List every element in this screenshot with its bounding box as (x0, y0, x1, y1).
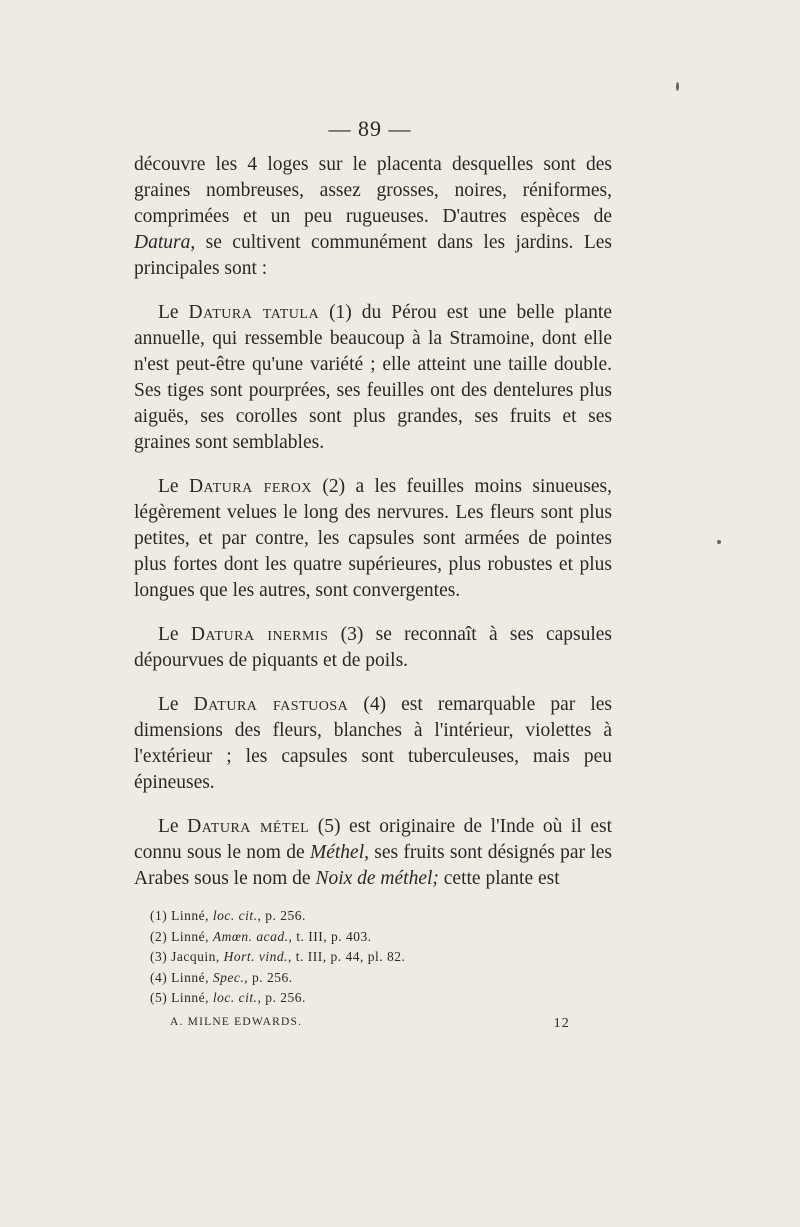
paragraph: Le Datura inermis (3) se reconnaît à ses capsules dépourvues de piquants et de poils. (134, 624, 613, 671)
footnote: (5) Linné, loc. cit., p. 256. (150, 990, 306, 1005)
footer-author: A. MILNE EDWARDS. (170, 1016, 303, 1028)
ink-speck (717, 540, 721, 544)
footnotes (150, 906, 590, 1009)
paragraph: Le Datura métel (5) est originaire de l'Inde où il est connu sous le nom de Méthel, ses fruits sont désignés par les Arabes sous le nom de Noix de méthel; cette plante est (134, 816, 613, 889)
footnote: (3) Jacquin, Hort. vind., t. III, p. 44, pl. 82. (150, 949, 406, 964)
species-name: Datura inermis (190, 624, 329, 645)
species-name: Datura fastuosa (193, 694, 349, 715)
body-text (134, 152, 612, 892)
species-name: Datura ferox (188, 476, 312, 497)
page-number: — 89 — (328, 116, 412, 141)
page-footer (170, 1016, 570, 1031)
species-name: Datura tatula (188, 302, 320, 323)
ink-speck (676, 82, 679, 91)
footnote: (4) Linné, Spec., p. 256. (150, 969, 293, 985)
paragraph: Le Datura tatula (1) du Pérou est une belle plante annuelle, qui ressemble beaucoup à la Stramoine, dont elle n'est peut-être qu'une variété ; elle atteint une taille double. Ses tiges sont pourprées, ses feuilles ont des dentelures plus aiguës, ses corolles sont plus grandes, ses fruits et ses graines sont semblables. (134, 302, 612, 453)
paragraph: découvre les 4 loges sur le placenta desquelles sont des graines nombreuses, assez grosses, noires, réniformes, comprimées et un peu rugueuses. D'autres espèces de Datura, se cultivent communément dans les jardins. Les principales sont : (134, 154, 612, 279)
species-name: Datura métel (187, 816, 310, 837)
footnote: (2) Linné, Amœn. acad., t. III, p. 403. (150, 928, 372, 944)
paragraph: Le Datura ferox (2) a les feuilles moins sinueuses, légèrement velues le long des nervures. Les fleurs sont plus petites, et par contre, les capsules sont armées de pointes plus fortes dont les quatre supérieures, plus robustes et plus longues que les autres, sont convergentes. (134, 476, 612, 601)
footnote: (1) Linné, loc. cit., p. 256. (150, 908, 306, 923)
paragraph: Le Datura fastuosa (4) est remarquable par les dimensions des fleurs, blanches à l'intérieur, violettes à l'extérieur ; les capsules sont tuberculeuses, mais peu épineuses. (134, 694, 612, 793)
signature-mark: 12 (553, 1016, 570, 1031)
